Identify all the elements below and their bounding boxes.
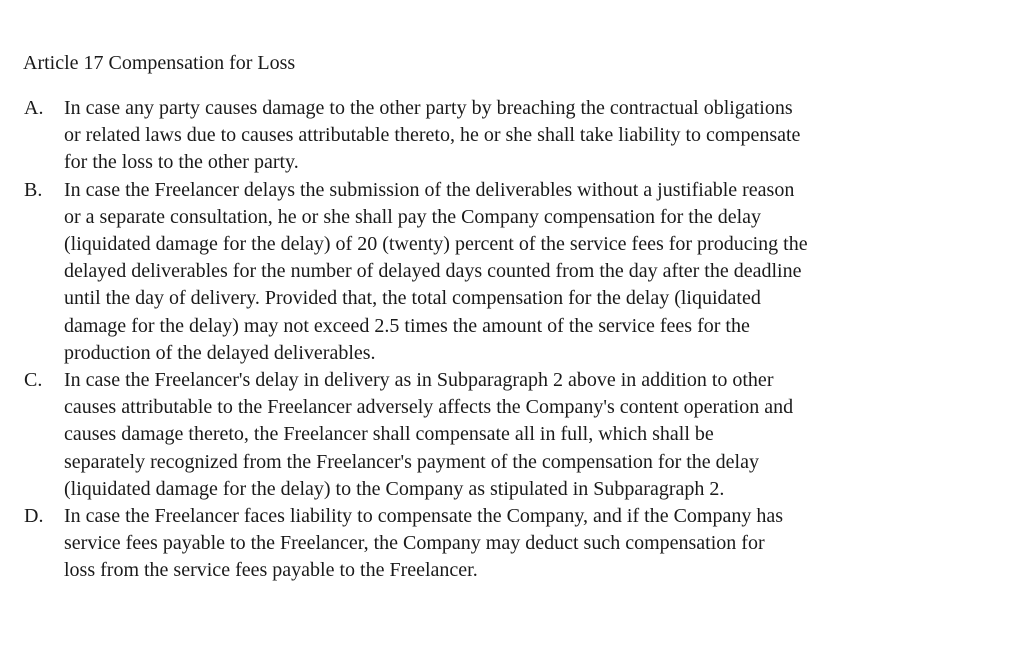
clause-text-line: or related laws due to causes attributable thereto, he or she shall take liability to compensate <box>64 124 801 147</box>
clause-a <box>23 95 1013 177</box>
clause-text-line: In case the Freelancer's delay in delivery as in Subparagraph 2 above in addition to other <box>64 369 774 392</box>
article-title: Article 17 Compensation for Loss <box>23 52 296 74</box>
clause-text-line: In case the Freelancer faces liability to compensate the Company, and if the Company has <box>64 505 784 528</box>
clause-text-line: causes attributable to the Freelancer adversely affects the Company's content operation and <box>64 396 794 419</box>
clause-text-line: separately recognized from the Freelancer's payment of the compensation for the delay <box>64 450 759 473</box>
clause-text-line: or a separate consultation, he or she shall pay the Company compensation for the delay <box>64 205 762 228</box>
clause-b <box>23 177 1013 367</box>
clause-marker: B. <box>24 178 43 201</box>
clause-text-line: loss from the service fees payable to the Freelancer. <box>64 559 478 582</box>
clause-text-line: delayed deliverables for the number of delayed days counted from the day after the deadline <box>64 260 802 283</box>
clause-marker: C. <box>24 369 43 392</box>
clause-marker: A. <box>24 97 44 119</box>
clause-text-line: (liquidated damage for the delay) of 20 (twenty) percent of the service fees for producing the <box>64 233 808 256</box>
clause-text-line: causes damage thereto, the Freelancer shall compensate all in full, which shall be <box>64 423 714 446</box>
clause-text-line: service fees payable to the Freelancer, the Company may deduct such compensation for <box>64 532 765 555</box>
clause-text-line: In case any party causes damage to the other party by breaching the contractual obligations <box>64 97 793 119</box>
clause-d <box>23 503 1013 585</box>
clause-list <box>23 95 1013 585</box>
clause-text-line: In case the Freelancer delays the submission of the deliverables without a justifiable reason <box>64 178 795 201</box>
clause-text-line: damage for the delay) may not exceed 2.5 times the amount of the service fees for the <box>64 314 750 337</box>
clause-text-line: until the day of delivery. Provided that, the total compensation for the delay (liquidated <box>64 287 761 310</box>
clause-marker: D. <box>24 505 44 528</box>
clause-text-line: for the loss to the other party. <box>64 151 299 174</box>
clause-text-line: production of the delayed deliverables. <box>64 341 376 364</box>
clause-c <box>23 367 1013 503</box>
clause-text-line: (liquidated damage for the delay) to the Company as stipulated in Subparagraph 2. <box>64 477 725 500</box>
